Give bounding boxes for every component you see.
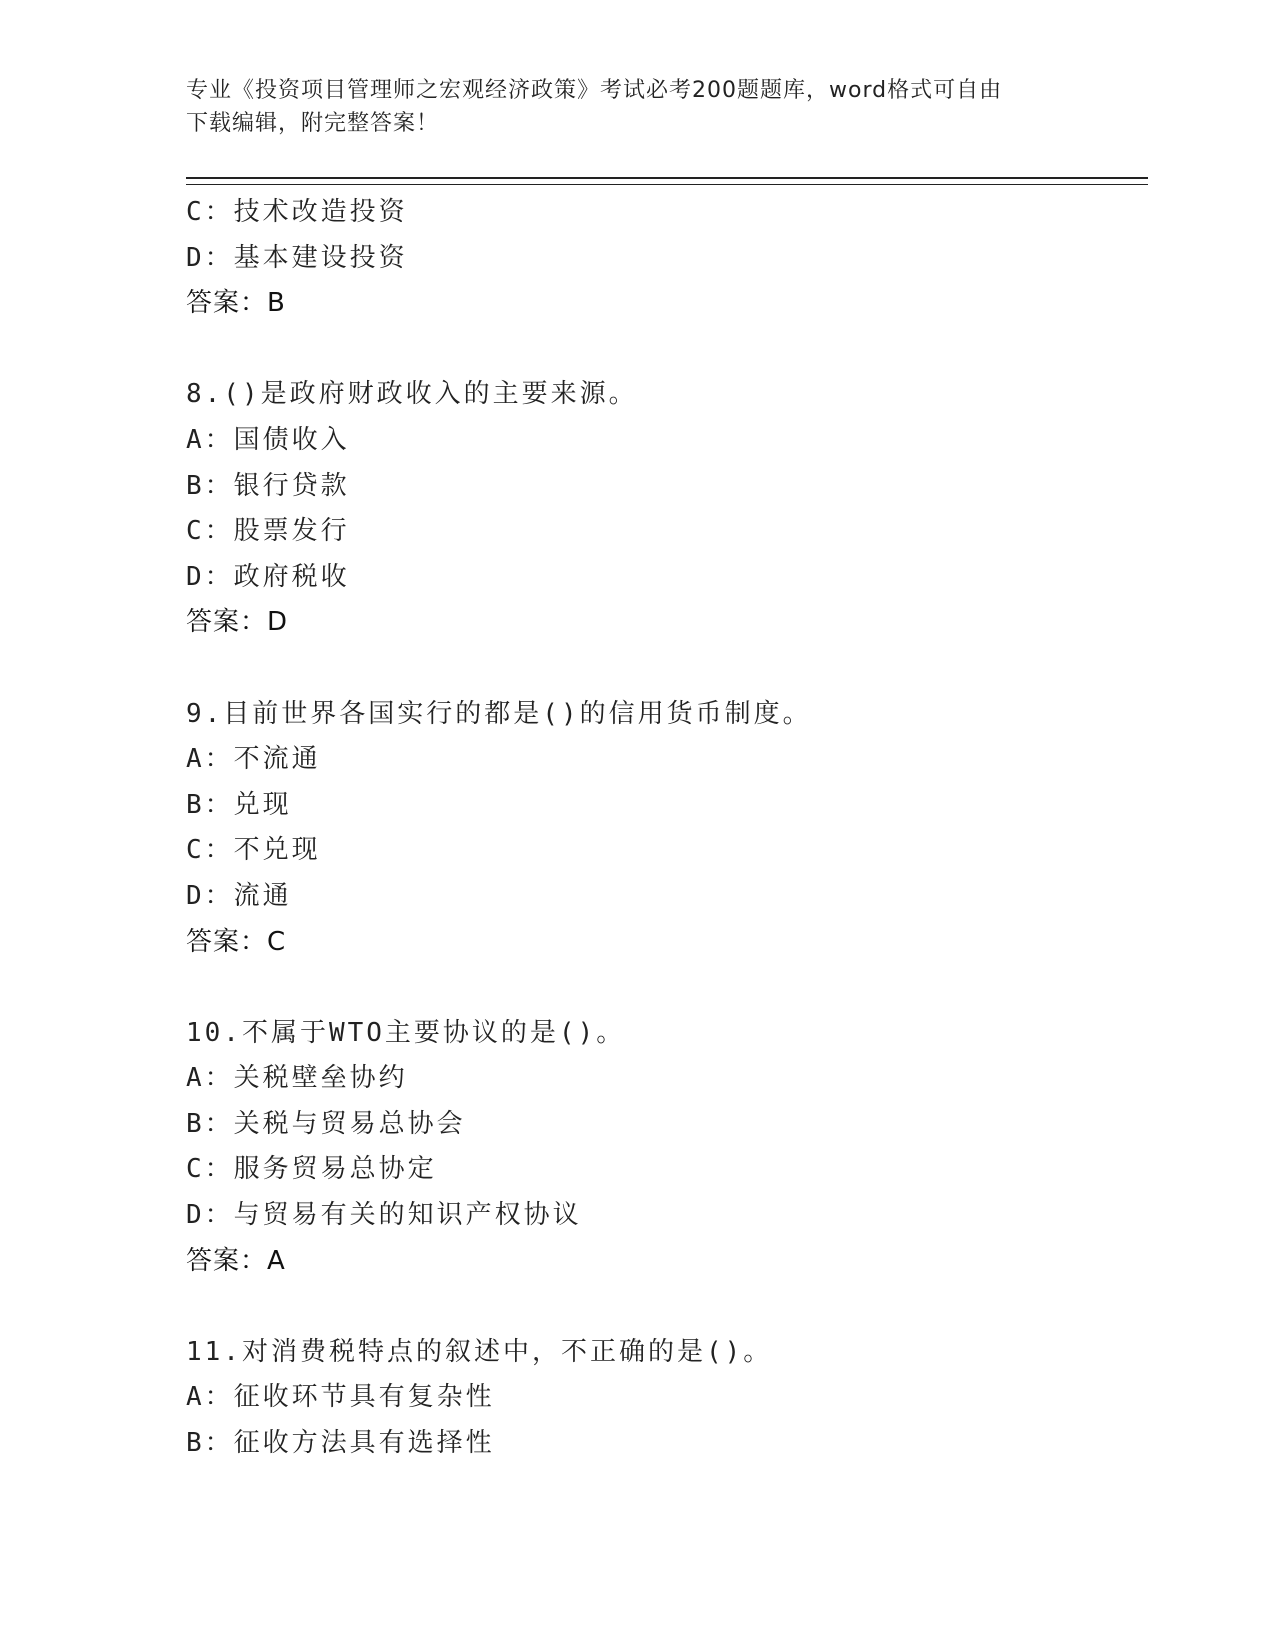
spacer	[186, 965, 1146, 1011]
question-stem: 9.目前世界各国实行的都是()的信用货币制度。	[186, 698, 812, 729]
answer-line: 答案：D	[186, 607, 289, 638]
option-c: C：股票发行	[186, 516, 350, 547]
option-b: B：关税与贸易总协会	[186, 1108, 466, 1139]
option-b: B：征收方法具有选择性	[186, 1428, 495, 1459]
option-d: D：与贸易有关的知识产权协议	[186, 1200, 582, 1231]
question-7-continued	[186, 190, 1146, 327]
question-stem: 8.()是政府财政收入的主要来源。	[186, 379, 638, 410]
option-c: C：技术改造投资	[186, 197, 408, 227]
option-b: B：银行贷款	[186, 470, 350, 501]
spacer	[186, 1284, 1146, 1330]
option-d: D：流通	[186, 880, 292, 911]
option-d: D：政府税收	[186, 561, 350, 592]
answer-line: 答案：A	[186, 1245, 286, 1276]
header-title-line-2: 下载编辑，附完整答案！	[186, 111, 440, 136]
document-header	[186, 74, 1066, 140]
question-11	[186, 1330, 1146, 1467]
answer-line: 答案：C	[186, 926, 287, 957]
option-a: A：不流通	[186, 744, 321, 775]
option-b: B：兑现	[186, 789, 292, 820]
question-8	[186, 372, 1146, 646]
option-d: D：基本建设投资	[186, 242, 408, 273]
option-c: C：服务贸易总协定	[186, 1154, 437, 1185]
question-9	[186, 692, 1146, 966]
header-divider	[186, 177, 1148, 185]
spacer	[186, 646, 1146, 692]
spacer	[186, 327, 1146, 373]
option-a: A：国债收入	[186, 424, 350, 455]
option-c: C：不兑现	[186, 835, 321, 866]
answer-line: 答案：B	[186, 288, 286, 319]
question-10	[186, 1011, 1146, 1285]
option-a: A：关税壁垒协约	[186, 1063, 408, 1094]
question-list	[186, 190, 1146, 1467]
question-stem: 10.不属于WTO主要协议的是()。	[186, 1017, 626, 1048]
option-a: A：征收环节具有复杂性	[186, 1382, 495, 1413]
question-stem: 11.对消费税特点的叙述中，不正确的是()。	[186, 1336, 773, 1367]
header-title-line-1: 专业《投资项目管理师之宏观经济政策》考试必考200题题库，word格式可自由	[186, 78, 1003, 103]
